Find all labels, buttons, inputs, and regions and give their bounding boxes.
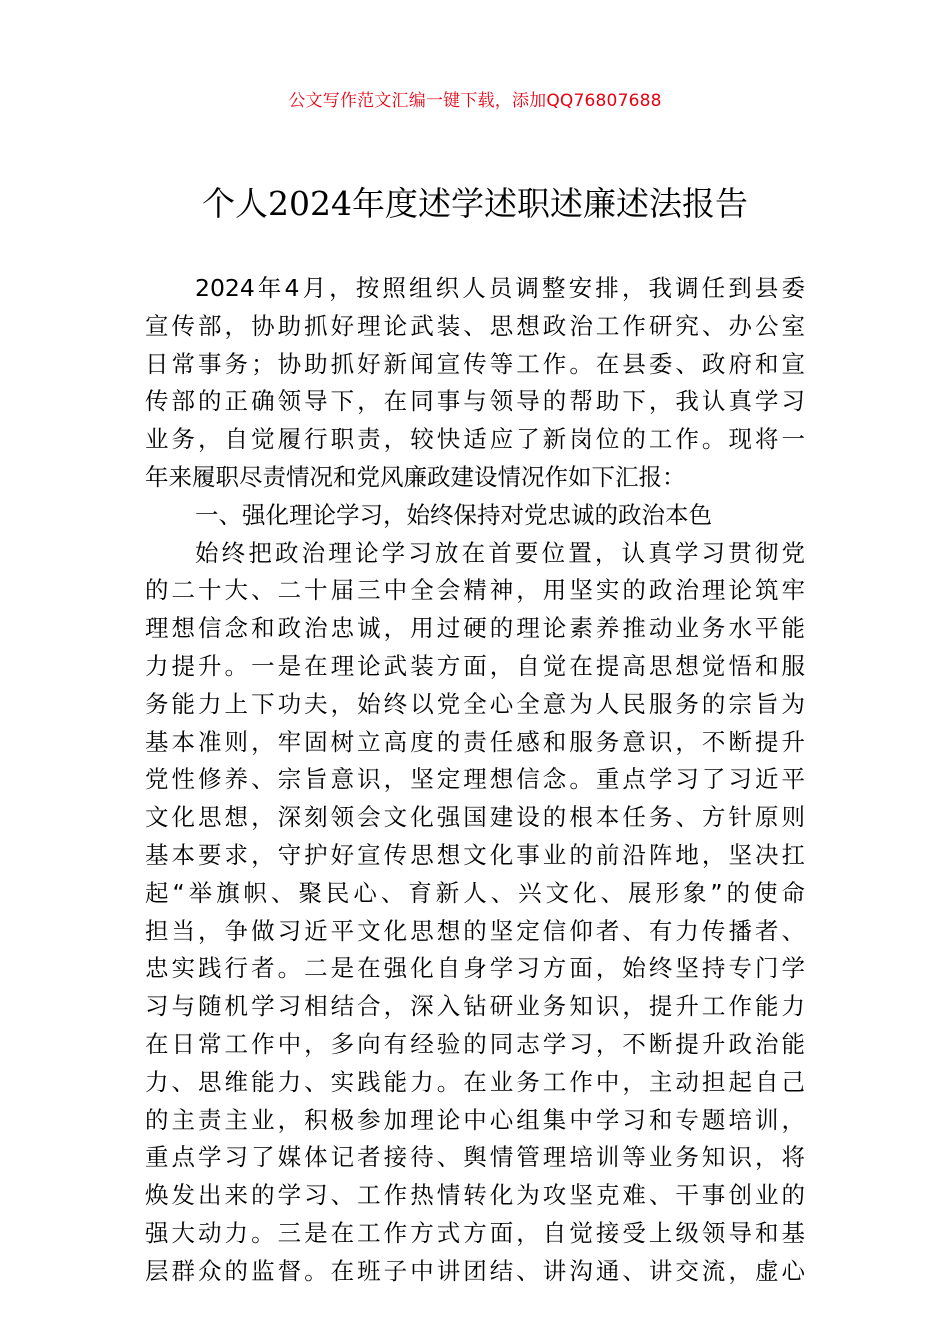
download-promo-note: 公文写作范文汇编一键下载，添加QQ76807688 bbox=[288, 91, 662, 111]
body-line: 在日常工作中，多向有经验的同志学习，不断提升政治能 bbox=[145, 1029, 805, 1058]
body-line: 担当，争做习近平文化思想的坚定信仰者、有力传播者、 bbox=[145, 916, 805, 945]
body-line: 务能力上下功夫，始终以党全心全意为人民服务的宗旨为 bbox=[145, 689, 805, 718]
body-line: 忠实践行者。二是在强化自身学习方面，始终坚持专门学 bbox=[145, 954, 805, 983]
body-line: 基本准则，牢固树立高度的责任感和服务意识，不断提升 bbox=[145, 727, 805, 756]
body-line: 焕发出来的学习、工作热情转化为攻坚克难、干事创业的 bbox=[145, 1181, 805, 1210]
body-line: 基本要求，守护好宣传思想文化事业的前沿阵地，坚决扛 bbox=[145, 840, 805, 869]
body-line: 习与随机学习相结合，深入钻研业务知识，提升工作能力 bbox=[145, 992, 805, 1021]
body-line: 力、思维能力、实践能力。在业务工作中，主动担起自己 bbox=[145, 1067, 805, 1096]
body-line: 2024年4月，按照组织人员调整安排，我调任到县委 bbox=[195, 274, 805, 302]
body-line: 层群众的监督。在班子中讲团结、讲沟通、讲交流，虚心 bbox=[145, 1256, 805, 1285]
body-line: 文化思想，深刻领会文化强国建设的根本任务、方针原则 bbox=[145, 803, 805, 832]
body-line: 强大动力。三是在工作方式方面，自觉接受上级领导和基 bbox=[145, 1218, 805, 1247]
document-title: 个人2024年度述学述职述廉述法报告 bbox=[202, 184, 748, 223]
body-line: 业务，自觉履行职责，较快适应了新岗位的工作。现将一 bbox=[145, 425, 805, 454]
body-line: 宣传部，协助抓好理论武装、思想政治工作研究、办公室 bbox=[145, 311, 805, 340]
body-line: 一、强化理论学习，始终保持对党忠诚的政治本色 bbox=[195, 500, 712, 529]
body-line: 理想信念和政治忠诚，用过硬的理论素养推动业务水平能 bbox=[145, 614, 805, 643]
body-line: 党性修养、宗旨意识，坚定理想信念。重点学习了习近平 bbox=[145, 765, 805, 794]
body-line: 重点学习了媒体记者接待、舆情管理培训等业务知识，将 bbox=[145, 1143, 805, 1172]
body-line: 起“举旗帜、聚民心、育新人、兴文化、展形象”的使命 bbox=[145, 878, 805, 907]
document-body bbox=[145, 270, 805, 1291]
body-line: 的二十大、二十届三中全会精神，用坚实的政治理论筑牢 bbox=[145, 576, 805, 605]
body-line: 的主责主业，积极参加理论中心组集中学习和专题培训， bbox=[145, 1105, 805, 1134]
body-line: 传部的正确领导下，在同事与领导的帮助下，我认真学习 bbox=[145, 387, 805, 416]
body-line: 始终把政治理论学习放在首要位置，认真学习贯彻党 bbox=[195, 538, 805, 567]
body-line: 日常事务；协助抓好新闻宣传等工作。在县委、政府和宣 bbox=[145, 349, 805, 378]
body-line: 力提升。一是在理论武装方面，自觉在提高思想觉悟和服 bbox=[145, 651, 805, 680]
body-line: 年来履职尽责情况和党风廉政建设情况作如下汇报： bbox=[145, 462, 686, 491]
